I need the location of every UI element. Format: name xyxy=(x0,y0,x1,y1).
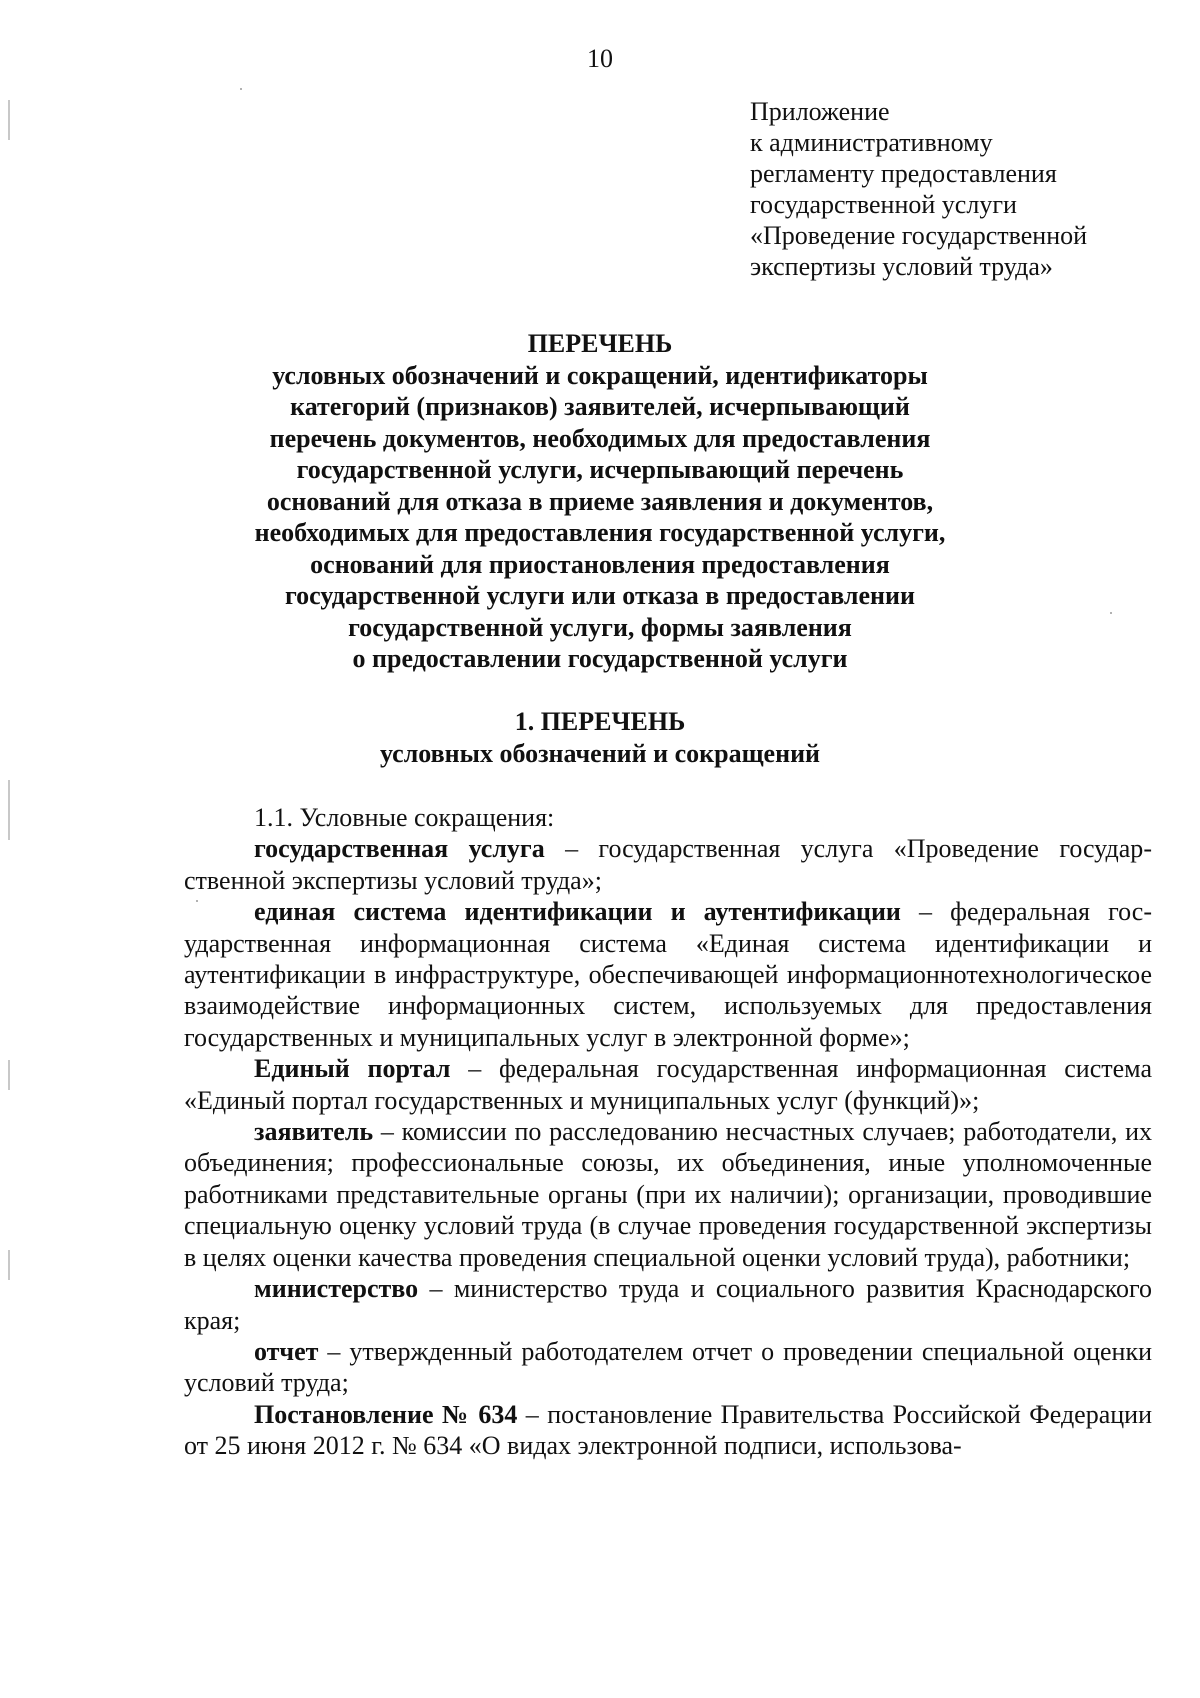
document-title xyxy=(140,328,1060,675)
scan-speck xyxy=(1110,612,1112,614)
section-subheading: условных обозначений и сокращений xyxy=(379,739,821,768)
appendix-note xyxy=(750,96,1170,282)
definition-term: министерство xyxy=(254,1274,419,1304)
definition-term: государственная услуга xyxy=(254,834,545,864)
appendix-line: «Проведение государственной xyxy=(750,221,1088,250)
title-line: условных обозначений и сокращений, идентификаторы xyxy=(272,360,928,390)
definition-term: отчет xyxy=(254,1336,319,1366)
definition-text: – комиссии по расследованию несчастных случаев; работодатели, их объединения; профессиональные союзы, их объединения, иные уполномоченные работниками представительные органы (при их наличии); организации, проводившие специальную оценку условий труда (в случае проведения государственной экспертизы в целях оценки качества проведения специальной оценки условий труда), работники; xyxy=(184,1117,1152,1272)
scan-artifact xyxy=(8,100,10,140)
scan-speck xyxy=(240,88,242,90)
definition-paragraph xyxy=(184,1116,1152,1273)
definition-paragraph xyxy=(184,1336,1152,1399)
section-title xyxy=(140,706,1060,770)
definition-term: Постановление № 634 xyxy=(254,1399,518,1429)
appendix-line: экспертизы условий труда» xyxy=(750,252,1053,281)
definition-paragraph xyxy=(184,1273,1152,1336)
title-line: о предоставлении государственной услуги xyxy=(352,644,848,673)
scan-artifact xyxy=(8,780,10,840)
definition-paragraph xyxy=(184,1399,1152,1462)
definition-text: – государственная услуга «Проведение государственной экспертизы условий труда»; xyxy=(184,834,1152,895)
title-line: перечень документов, необходимых для предоставления xyxy=(269,423,931,453)
scan-artifact xyxy=(8,1250,10,1280)
title-line: необходимых для предоставления государственной услуги, xyxy=(254,518,946,547)
page-number: 10 xyxy=(587,44,613,73)
title-heading: ПЕРЕЧЕНЬ xyxy=(527,329,673,358)
title-line: государственной услуги, исчерпывающий перечень xyxy=(296,455,904,484)
title-line: государственной услуги или отказа в предоставлении xyxy=(284,581,916,610)
title-line: оснований для приостановления предоставления xyxy=(310,549,890,579)
appendix-line: Приложение xyxy=(750,97,890,126)
definition-text: – министерство труда и социального развития Краснодарского края; xyxy=(184,1274,1152,1335)
scan-artifact xyxy=(8,1060,10,1090)
document-body xyxy=(184,802,1152,1462)
definition-paragraph xyxy=(184,896,1152,1053)
definition-paragraph xyxy=(184,833,1152,896)
definition-paragraph xyxy=(184,1053,1152,1116)
definition-text: – федеральная государственная информационная система «Единая система идентификации и аутентификации в инфраструктуре, обеспечивающей информационнотехнологическое взаимодействие информационных систем, используемых для предоставления государственных и муниципальных услуг в электронной форме»; xyxy=(184,897,1152,1052)
title-line: государственной услуги, формы заявления xyxy=(348,612,852,642)
definition-text: – федеральная государственная информационная система «Единый портал государственных и муниципальных услуг (функций)»; xyxy=(184,1054,1152,1115)
section-heading: 1. ПЕРЕЧЕНЬ xyxy=(514,707,686,736)
appendix-line: к административному xyxy=(750,128,993,157)
title-line: оснований для отказа в приеме заявления и документов, xyxy=(266,486,934,516)
appendix-line: регламенту предоставления xyxy=(750,159,1057,188)
definition-term: заявитель xyxy=(254,1117,374,1147)
title-line: категорий (признаков) заявителей, исчерпывающий xyxy=(290,392,910,421)
intro-paragraph: 1.1. Условные сокращения: xyxy=(254,803,555,832)
definition-text: – постановление Правительства Российской Федерации от 25 июня 2012 г. № 634 «О видах электронной подписи, использова- xyxy=(184,1399,1153,1461)
definition-term: Единый портал xyxy=(254,1054,451,1084)
appendix-line: государственной услуги xyxy=(750,190,1017,219)
definition-term: единая система идентификации и аутентификации xyxy=(254,897,901,927)
definition-text: – утвержденный работодателем отчет о проведении специальной оценки условий труда; xyxy=(184,1336,1152,1398)
